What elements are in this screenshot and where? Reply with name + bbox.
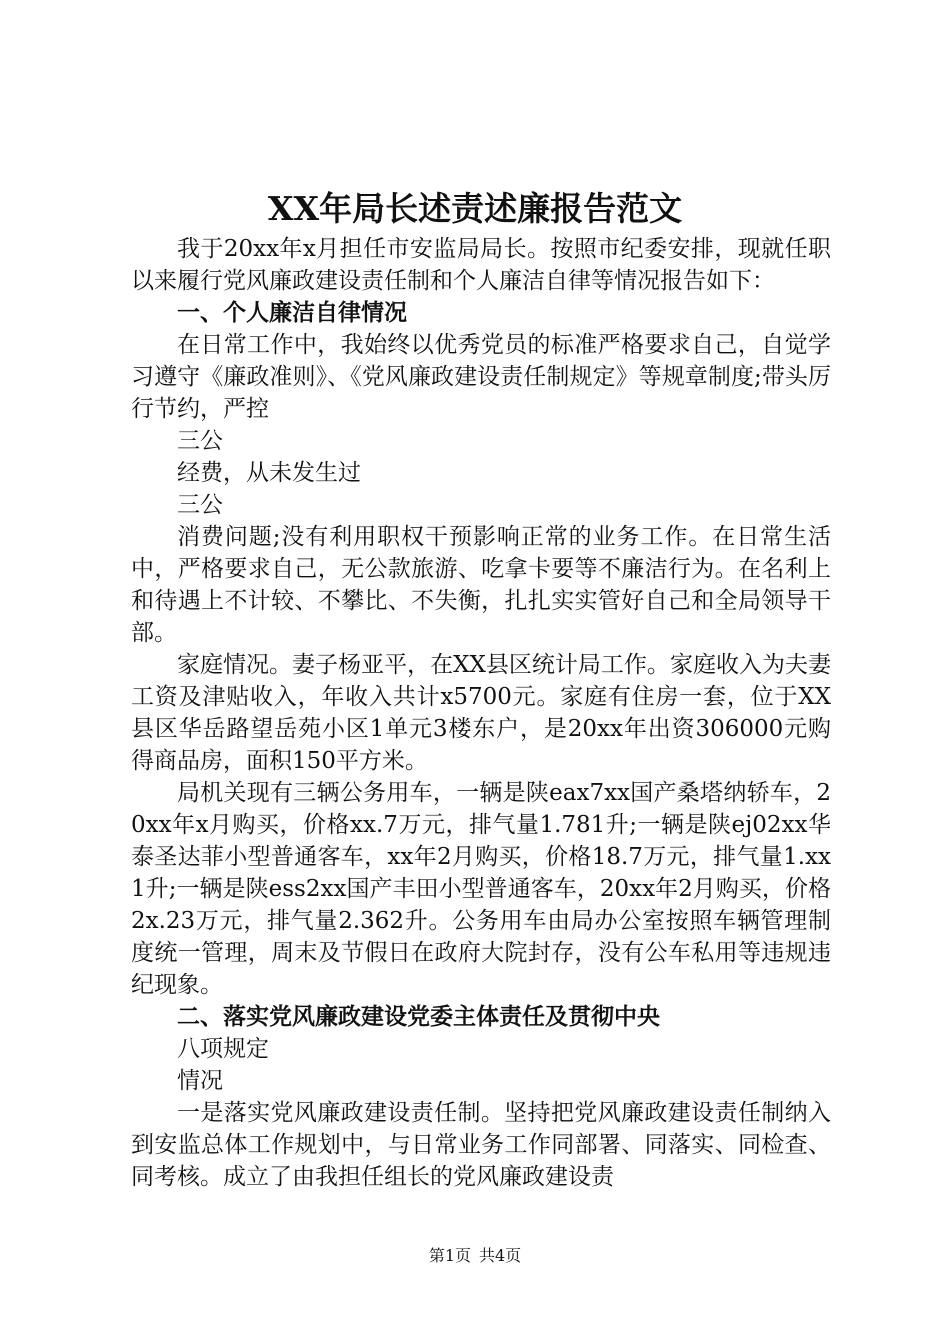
body-fragment: 三公 xyxy=(177,428,223,454)
body-paragraph: 在日常工作中，我始终以优秀党员的标准严格要求自己，自觉学习遵守《廉政准则》、《党风廉政建设责任制规定》等规章制度;带头厉行节约，严控 xyxy=(131,332,831,422)
body-fragment: 三公 xyxy=(177,492,223,518)
intro-paragraph: 我于20xx年x月担任市安监局局长。按照市纪委安排，现就任职以来履行党风廉政建设责任制和个人廉洁自律等情况报告如下： xyxy=(131,236,831,294)
document-body xyxy=(131,233,831,1193)
page-number: 第1页 xyxy=(428,1246,471,1265)
vehicles-paragraph: 局机关现有三辆公务用车，一辆是陕eax7xx国产桑塔纳轿车，20xx年x月购买，价格xx.7万元，排气量1.781升;一辆是陕ej02xx华泰圣达菲小型普通客车，xx年2月购买，价格18.7万元，排气量1.xx1升;一辆是陕ess2xx国产丰田小型普通客车，20xx年2月购买，价格2x.23万元，排气量2.362升。公务用车由局办公室按照车辆管理制度统一管理，周末及节假日在政府大院封存，没有公车私用等违规违纪现象。 xyxy=(131,780,831,998)
page-total: 共4页 xyxy=(479,1246,522,1265)
section-heading-2: 二、落实党风廉政建设党委主体责任及贯彻中央 xyxy=(177,1003,660,1030)
body-fragment: 经费，从未发生过 xyxy=(177,460,361,486)
body-paragraph: 消费问题;没有利用职权干预影响正常的业务工作。在日常生活中，严格要求自己，无公款旅游、吃拿卡要等不廉洁行为。在名利上和待遇上不计较、不攀比、不失衡，扎扎实实管好自己和全局领导干部。 xyxy=(131,524,831,646)
body-fragment: 八项规定 xyxy=(177,1036,269,1062)
page-footer xyxy=(0,1244,950,1268)
body-fragment: 情况 xyxy=(177,1068,223,1094)
section-heading-1: 一、个人廉洁自律情况 xyxy=(177,299,407,326)
family-paragraph: 家庭情况。妻子杨亚平，在XX县区统计局工作。家庭收入为夫妻工资及津贴收入，年收入共计x5700元。家庭有住房一套，位于XX县区华岳路望岳苑小区1单元3楼东户，是20xx年出资306000元购得商品房，面积150平方米。 xyxy=(131,652,831,774)
document-title: XX年局长述责述廉报告范文 xyxy=(267,189,683,228)
body-paragraph: 一是落实党风廉政建设责任制。坚持把党风廉政建设责任制纳入到安监总体工作规划中，与日常业务工作同部署、同落实、同检查、同考核。成立了由我担任组长的党风廉政建设责 xyxy=(131,1100,831,1190)
